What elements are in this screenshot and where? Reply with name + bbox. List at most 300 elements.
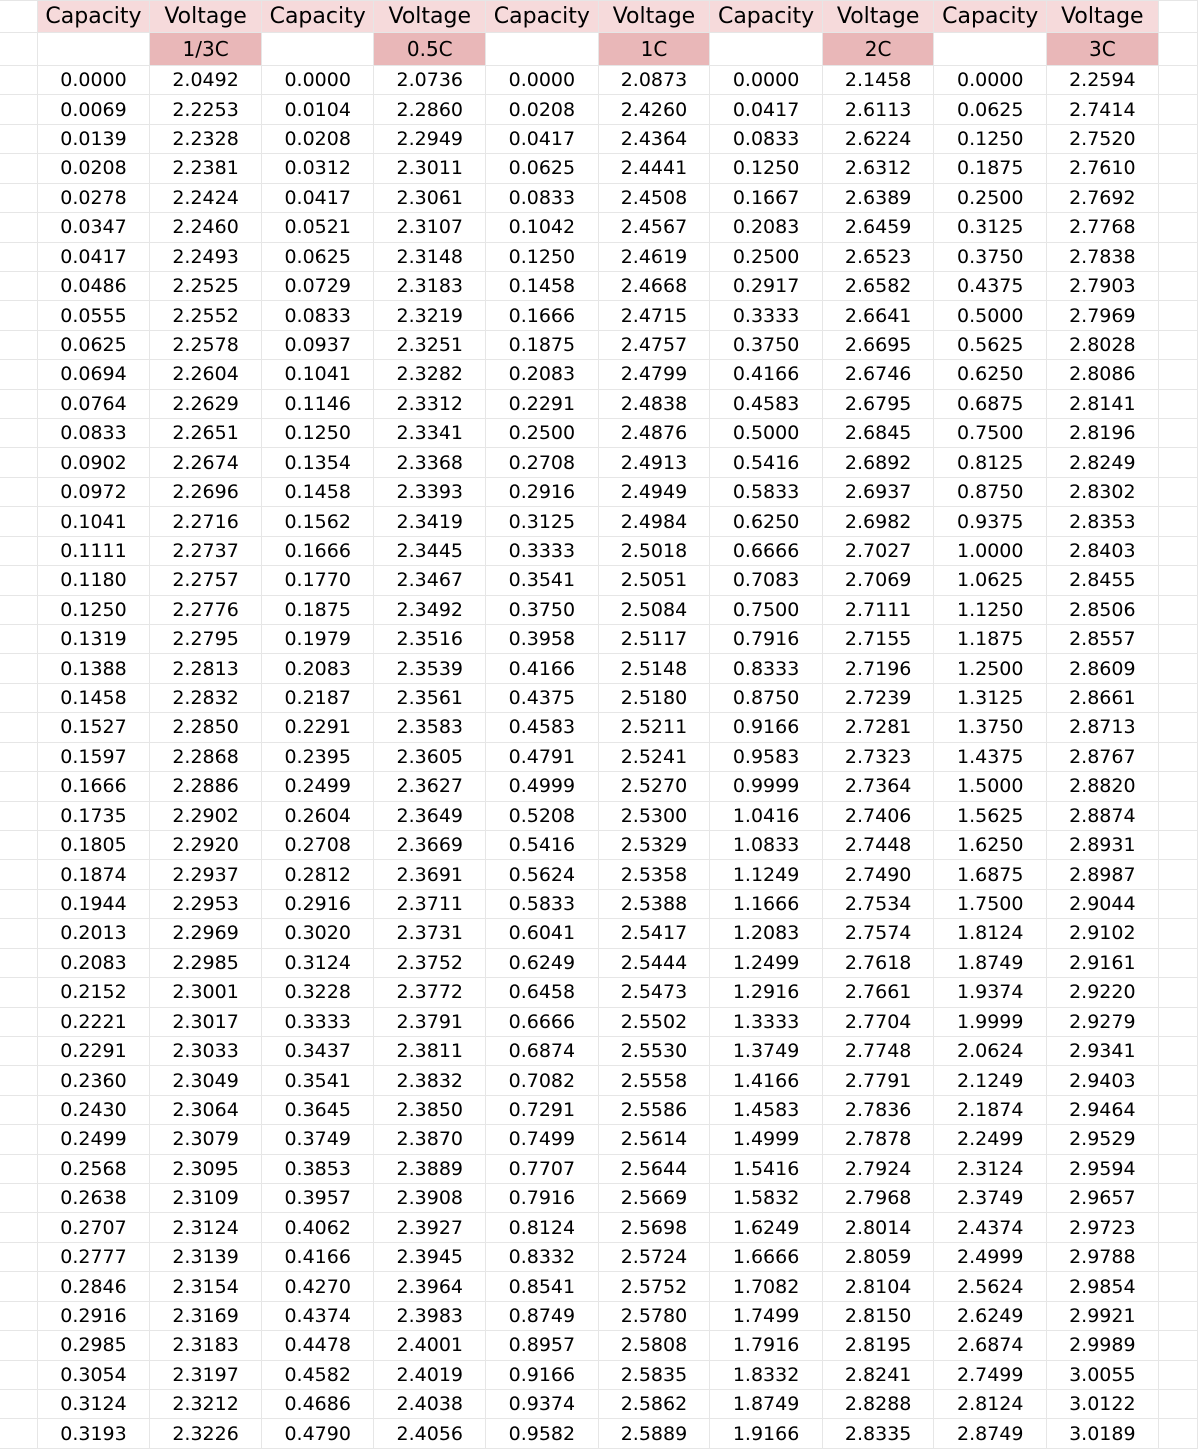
row-gutter-cell[interactable]	[0, 271, 37, 300]
capacity-cell[interactable]: 1.5832	[710, 1184, 823, 1213]
capacity-cell[interactable]: 1.3749	[710, 1036, 823, 1065]
voltage-cell[interactable]: 3.0055	[1047, 1360, 1159, 1389]
voltage-cell[interactable]: 2.7520	[1047, 124, 1159, 153]
row-gutter-cell[interactable]	[0, 477, 37, 506]
capacity-cell[interactable]: 0.2430	[37, 1095, 150, 1124]
voltage-cell[interactable]: 2.4949	[598, 477, 710, 506]
capacity-cell[interactable]: 1.5000	[934, 772, 1047, 801]
capacity-cell[interactable]: 0.2500	[934, 183, 1047, 212]
capacity-cell[interactable]: 0.4478	[261, 1331, 374, 1360]
capacity-cell[interactable]: 0.0278	[37, 183, 150, 212]
capacity-cell[interactable]: 0.3333	[261, 1007, 374, 1036]
voltage-cell[interactable]: 2.8820	[1047, 772, 1159, 801]
empty-cell[interactable]	[1158, 1125, 1197, 1154]
capacity-cell[interactable]: 0.1666	[486, 301, 599, 330]
capacity-cell[interactable]: 0.3437	[261, 1036, 374, 1065]
voltage-cell[interactable]: 2.4056	[374, 1419, 486, 1448]
voltage-cell[interactable]: 2.0492	[150, 66, 262, 95]
capacity-cell[interactable]: 0.1667	[710, 183, 823, 212]
capacity-cell[interactable]: 0.1735	[37, 801, 150, 830]
capacity-cell[interactable]: 0.4166	[486, 654, 599, 683]
voltage-cell[interactable]: 2.4001	[374, 1331, 486, 1360]
voltage-cell[interactable]: 2.5698	[598, 1213, 710, 1242]
capacity-cell[interactable]: 1.5416	[710, 1154, 823, 1183]
capacity-cell[interactable]: 0.2604	[261, 801, 374, 830]
capacity-cell[interactable]: 0.2187	[261, 683, 374, 712]
empty-cell[interactable]	[1158, 948, 1197, 977]
capacity-cell[interactable]: 0.1527	[37, 713, 150, 742]
capacity-cell[interactable]: 0.3853	[261, 1154, 374, 1183]
voltage-cell[interactable]: 2.2795	[150, 625, 262, 654]
empty-cell[interactable]	[1158, 1242, 1197, 1271]
capacity-cell[interactable]: 0.0347	[37, 213, 150, 242]
row-gutter-cell[interactable]	[0, 154, 37, 183]
voltage-cell[interactable]: 2.3772	[374, 978, 486, 1007]
capacity-cell[interactable]: 0.0833	[486, 183, 599, 212]
voltage-cell[interactable]: 2.6523	[822, 242, 934, 271]
voltage-cell[interactable]: 2.2578	[150, 330, 262, 359]
capacity-cell[interactable]: 0.2708	[486, 448, 599, 477]
voltage-cell[interactable]: 2.8767	[1047, 742, 1159, 771]
row-gutter-cell[interactable]	[0, 1125, 37, 1154]
capacity-cell[interactable]: 0.3020	[261, 919, 374, 948]
capacity-cell[interactable]: 0.8332	[486, 1242, 599, 1271]
voltage-cell[interactable]: 3.0122	[1047, 1389, 1159, 1418]
capacity-cell[interactable]: 0.7500	[934, 419, 1047, 448]
capacity-cell[interactable]: 0.0000	[934, 66, 1047, 95]
empty-cell[interactable]	[934, 33, 1047, 66]
capacity-cell[interactable]: 1.6875	[934, 860, 1047, 889]
voltage-cell[interactable]: 2.6312	[822, 154, 934, 183]
capacity-cell[interactable]: 0.4166	[710, 360, 823, 389]
capacity-cell[interactable]: 0.3125	[934, 213, 1047, 242]
voltage-cell[interactable]: 2.7969	[1047, 301, 1159, 330]
capacity-cell[interactable]: 1.2500	[934, 654, 1047, 683]
capacity-cell[interactable]: 0.4582	[261, 1360, 374, 1389]
voltage-cell[interactable]: 2.3107	[374, 213, 486, 242]
voltage-cell[interactable]: 2.2594	[1047, 66, 1159, 95]
voltage-cell[interactable]: 2.2850	[150, 713, 262, 742]
voltage-cell[interactable]: 2.7448	[822, 830, 934, 859]
capacity-cell[interactable]: 0.1250	[261, 419, 374, 448]
capacity-cell[interactable]: 0.0625	[934, 95, 1047, 124]
empty-cell[interactable]	[1158, 1419, 1197, 1448]
voltage-cell[interactable]: 2.9044	[1047, 889, 1159, 918]
row-gutter-cell[interactable]	[0, 507, 37, 536]
voltage-cell[interactable]: 2.3711	[374, 889, 486, 918]
voltage-cell[interactable]: 2.4619	[598, 242, 710, 271]
capacity-cell[interactable]: 0.1944	[37, 889, 150, 918]
voltage-cell[interactable]: 2.4715	[598, 301, 710, 330]
column-header-cell[interactable]: Capacity	[486, 1, 599, 33]
empty-cell[interactable]	[1158, 330, 1197, 359]
capacity-cell[interactable]: 0.9583	[710, 742, 823, 771]
capacity-cell[interactable]: 1.8124	[934, 919, 1047, 948]
capacity-cell[interactable]: 0.2985	[37, 1331, 150, 1360]
capacity-cell[interactable]: 0.8333	[710, 654, 823, 683]
capacity-cell[interactable]: 0.2777	[37, 1242, 150, 1271]
voltage-cell[interactable]: 2.3752	[374, 948, 486, 977]
voltage-cell[interactable]: 2.2868	[150, 742, 262, 771]
empty-cell[interactable]	[1158, 154, 1197, 183]
row-gutter-cell[interactable]	[0, 1007, 37, 1036]
capacity-cell[interactable]: 2.3749	[934, 1184, 1047, 1213]
capacity-cell[interactable]: 0.8541	[486, 1272, 599, 1301]
capacity-cell[interactable]: 0.3750	[934, 242, 1047, 271]
voltage-cell[interactable]: 2.3945	[374, 1242, 486, 1271]
capacity-cell[interactable]: 0.2152	[37, 978, 150, 1007]
voltage-cell[interactable]: 2.8241	[822, 1360, 934, 1389]
empty-cell[interactable]	[1158, 242, 1197, 271]
voltage-cell[interactable]: 2.3169	[150, 1301, 262, 1330]
voltage-cell[interactable]: 2.3011	[374, 154, 486, 183]
capacity-cell[interactable]: 0.8750	[934, 477, 1047, 506]
voltage-cell[interactable]: 2.4038	[374, 1389, 486, 1418]
column-header-cell[interactable]: Capacity	[934, 1, 1047, 33]
capacity-cell[interactable]: 1.1875	[934, 625, 1047, 654]
voltage-cell[interactable]: 2.3139	[150, 1242, 262, 1271]
capacity-cell[interactable]: 1.8332	[710, 1360, 823, 1389]
capacity-cell[interactable]: 0.3750	[710, 330, 823, 359]
voltage-cell[interactable]: 2.7111	[822, 595, 934, 624]
capacity-cell[interactable]: 0.0139	[37, 124, 150, 153]
capacity-cell[interactable]: 1.3333	[710, 1007, 823, 1036]
voltage-cell[interactable]: 2.9921	[1047, 1301, 1159, 1330]
row-gutter-cell[interactable]	[0, 33, 37, 66]
voltage-cell[interactable]: 2.9102	[1047, 919, 1159, 948]
row-gutter-cell[interactable]	[0, 860, 37, 889]
rate-label-cell[interactable]: 3C	[1047, 33, 1159, 66]
voltage-cell[interactable]: 2.7490	[822, 860, 934, 889]
row-gutter-cell[interactable]	[0, 830, 37, 859]
voltage-cell[interactable]: 2.7924	[822, 1154, 934, 1183]
voltage-cell[interactable]: 2.6795	[822, 389, 934, 418]
row-gutter-cell[interactable]	[0, 1419, 37, 1448]
voltage-cell[interactable]: 2.7768	[1047, 213, 1159, 242]
voltage-cell[interactable]: 2.7791	[822, 1066, 934, 1095]
voltage-cell[interactable]: 2.5752	[598, 1272, 710, 1301]
voltage-cell[interactable]: 2.6459	[822, 213, 934, 242]
column-header-cell[interactable]: Capacity	[710, 1, 823, 33]
capacity-cell[interactable]: 1.7499	[710, 1301, 823, 1330]
empty-cell[interactable]	[1158, 301, 1197, 330]
empty-cell[interactable]	[1158, 1184, 1197, 1213]
voltage-cell[interactable]: 2.9788	[1047, 1242, 1159, 1271]
capacity-cell[interactable]: 0.6041	[486, 919, 599, 948]
column-header-cell[interactable]: Capacity	[261, 1, 374, 33]
voltage-cell[interactable]: 2.2552	[150, 301, 262, 330]
row-gutter-cell[interactable]	[0, 242, 37, 271]
voltage-cell[interactable]: 2.3583	[374, 713, 486, 742]
voltage-cell[interactable]: 2.7196	[822, 654, 934, 683]
capacity-cell[interactable]: 0.0000	[486, 66, 599, 95]
capacity-cell[interactable]: 0.0521	[261, 213, 374, 242]
empty-cell[interactable]	[1158, 1066, 1197, 1095]
voltage-cell[interactable]: 2.7838	[1047, 242, 1159, 271]
rate-label-cell[interactable]: 0.5C	[374, 33, 486, 66]
voltage-cell[interactable]: 2.7610	[1047, 154, 1159, 183]
voltage-cell[interactable]: 2.2629	[150, 389, 262, 418]
empty-cell[interactable]	[1158, 1007, 1197, 1036]
voltage-cell[interactable]: 2.5558	[598, 1066, 710, 1095]
capacity-cell[interactable]: 0.0555	[37, 301, 150, 330]
capacity-cell[interactable]: 1.7916	[710, 1331, 823, 1360]
capacity-cell[interactable]: 0.3228	[261, 978, 374, 1007]
empty-cell[interactable]	[1158, 772, 1197, 801]
empty-cell[interactable]	[1158, 919, 1197, 948]
capacity-cell[interactable]: 0.3749	[261, 1125, 374, 1154]
voltage-cell[interactable]: 2.7414	[1047, 95, 1159, 124]
capacity-cell[interactable]: 0.2846	[37, 1272, 150, 1301]
row-gutter-cell[interactable]	[0, 536, 37, 565]
voltage-cell[interactable]: 2.7239	[822, 683, 934, 712]
capacity-cell[interactable]: 0.1354	[261, 448, 374, 477]
voltage-cell[interactable]: 2.3419	[374, 507, 486, 536]
column-header-cell[interactable]: Capacity	[37, 1, 150, 33]
capacity-cell[interactable]: 0.5624	[486, 860, 599, 889]
voltage-cell[interactable]: 2.0736	[374, 66, 486, 95]
capacity-cell[interactable]: 1.0833	[710, 830, 823, 859]
voltage-cell[interactable]: 2.2424	[150, 183, 262, 212]
capacity-cell[interactable]: 2.7499	[934, 1360, 1047, 1389]
row-gutter-cell[interactable]	[0, 801, 37, 830]
voltage-cell[interactable]: 2.5300	[598, 801, 710, 830]
row-gutter-cell[interactable]	[0, 360, 37, 389]
capacity-cell[interactable]: 0.2395	[261, 742, 374, 771]
capacity-cell[interactable]: 0.7916	[486, 1184, 599, 1213]
row-gutter-cell[interactable]	[0, 66, 37, 95]
capacity-cell[interactable]: 1.9999	[934, 1007, 1047, 1036]
voltage-cell[interactable]: 2.6845	[822, 419, 934, 448]
voltage-cell[interactable]: 2.8288	[822, 1389, 934, 1418]
capacity-cell[interactable]: 0.5000	[934, 301, 1047, 330]
voltage-cell[interactable]: 2.9161	[1047, 948, 1159, 977]
voltage-cell[interactable]: 2.5889	[598, 1419, 710, 1448]
capacity-cell[interactable]: 0.2707	[37, 1213, 150, 1242]
capacity-cell[interactable]: 0.8124	[486, 1213, 599, 1242]
capacity-cell[interactable]: 0.2499	[261, 772, 374, 801]
capacity-cell[interactable]: 1.4375	[934, 742, 1047, 771]
empty-cell[interactable]	[1158, 1154, 1197, 1183]
voltage-cell[interactable]: 2.2696	[150, 477, 262, 506]
capacity-cell[interactable]: 0.0104	[261, 95, 374, 124]
voltage-cell[interactable]: 2.7704	[822, 1007, 934, 1036]
column-header-cell[interactable]: Voltage	[598, 1, 710, 33]
voltage-cell[interactable]: 2.2920	[150, 830, 262, 859]
voltage-cell[interactable]: 2.2860	[374, 95, 486, 124]
empty-cell[interactable]	[1158, 1272, 1197, 1301]
capacity-cell[interactable]: 0.1180	[37, 566, 150, 595]
capacity-cell[interactable]: 1.9374	[934, 978, 1047, 1007]
capacity-cell[interactable]: 0.6666	[710, 536, 823, 565]
voltage-cell[interactable]: 2.2253	[150, 95, 262, 124]
row-gutter-cell[interactable]	[0, 978, 37, 1007]
capacity-cell[interactable]: 0.9375	[934, 507, 1047, 536]
voltage-cell[interactable]: 2.6746	[822, 360, 934, 389]
capacity-cell[interactable]: 0.2916	[261, 889, 374, 918]
voltage-cell[interactable]: 2.0873	[598, 66, 710, 95]
voltage-cell[interactable]: 2.3811	[374, 1036, 486, 1065]
empty-cell[interactable]	[1158, 713, 1197, 742]
row-gutter-cell[interactable]	[0, 1066, 37, 1095]
empty-cell[interactable]	[1158, 1036, 1197, 1065]
voltage-cell[interactable]: 2.3079	[150, 1125, 262, 1154]
capacity-cell[interactable]: 0.2083	[486, 360, 599, 389]
voltage-cell[interactable]: 2.2985	[150, 948, 262, 977]
voltage-cell[interactable]: 2.3148	[374, 242, 486, 271]
empty-cell[interactable]	[1158, 801, 1197, 830]
capacity-cell[interactable]: 0.2013	[37, 919, 150, 948]
empty-cell[interactable]	[1158, 448, 1197, 477]
capacity-cell[interactable]: 0.8749	[486, 1301, 599, 1330]
voltage-cell[interactable]: 2.6389	[822, 183, 934, 212]
voltage-cell[interactable]: 2.2381	[150, 154, 262, 183]
capacity-cell[interactable]: 0.0833	[261, 301, 374, 330]
voltage-cell[interactable]: 2.3183	[150, 1331, 262, 1360]
capacity-cell[interactable]: 0.5208	[486, 801, 599, 830]
capacity-cell[interactable]: 0.7916	[710, 625, 823, 654]
capacity-cell[interactable]: 0.1458	[486, 271, 599, 300]
capacity-cell[interactable]: 0.8957	[486, 1331, 599, 1360]
voltage-cell[interactable]: 2.2953	[150, 889, 262, 918]
voltage-cell[interactable]: 2.6113	[822, 95, 934, 124]
row-gutter-cell[interactable]	[0, 919, 37, 948]
voltage-cell[interactable]: 2.4441	[598, 154, 710, 183]
capacity-cell[interactable]: 0.1805	[37, 830, 150, 859]
capacity-cell[interactable]: 0.2291	[261, 713, 374, 742]
voltage-cell[interactable]: 2.5444	[598, 948, 710, 977]
voltage-cell[interactable]: 2.5180	[598, 683, 710, 712]
capacity-cell[interactable]: 0.0486	[37, 271, 150, 300]
rate-label-cell[interactable]: 2C	[822, 33, 934, 66]
capacity-cell[interactable]: 0.2083	[261, 654, 374, 683]
voltage-cell[interactable]: 2.3492	[374, 595, 486, 624]
voltage-cell[interactable]: 2.9464	[1047, 1095, 1159, 1124]
capacity-cell[interactable]: 0.0972	[37, 477, 150, 506]
voltage-cell[interactable]: 2.3605	[374, 742, 486, 771]
voltage-cell[interactable]: 2.3049	[150, 1066, 262, 1095]
capacity-cell[interactable]: 0.0937	[261, 330, 374, 359]
capacity-cell[interactable]: 0.4791	[486, 742, 599, 771]
voltage-cell[interactable]: 2.3467	[374, 566, 486, 595]
voltage-cell[interactable]: 2.3393	[374, 477, 486, 506]
empty-cell[interactable]	[1158, 1331, 1197, 1360]
capacity-cell[interactable]: 2.0624	[934, 1036, 1047, 1065]
voltage-cell[interactable]: 2.7027	[822, 536, 934, 565]
capacity-cell[interactable]: 0.3750	[486, 595, 599, 624]
voltage-cell[interactable]: 2.3064	[150, 1095, 262, 1124]
column-header-cell[interactable]: Voltage	[1047, 1, 1159, 33]
capacity-cell[interactable]: 0.1666	[37, 772, 150, 801]
capacity-cell[interactable]: 0.1666	[261, 536, 374, 565]
capacity-cell[interactable]: 0.0000	[710, 66, 823, 95]
capacity-cell[interactable]: 0.4270	[261, 1272, 374, 1301]
voltage-cell[interactable]: 2.7661	[822, 978, 934, 1007]
empty-cell[interactable]	[1158, 683, 1197, 712]
voltage-cell[interactable]: 2.5644	[598, 1154, 710, 1183]
row-gutter-cell[interactable]	[0, 654, 37, 683]
voltage-cell[interactable]: 2.1458	[822, 66, 934, 95]
voltage-cell[interactable]: 2.7692	[1047, 183, 1159, 212]
capacity-cell[interactable]: 0.6874	[486, 1036, 599, 1065]
voltage-cell[interactable]: 2.9279	[1047, 1007, 1159, 1036]
empty-cell[interactable]	[1158, 595, 1197, 624]
row-gutter-cell[interactable]	[0, 124, 37, 153]
capacity-cell[interactable]: 2.3124	[934, 1154, 1047, 1183]
voltage-cell[interactable]: 2.4364	[598, 124, 710, 153]
voltage-cell[interactable]: 2.8455	[1047, 566, 1159, 595]
capacity-cell[interactable]: 0.0902	[37, 448, 150, 477]
voltage-cell[interactable]: 2.9341	[1047, 1036, 1159, 1065]
voltage-cell[interactable]: 2.3033	[150, 1036, 262, 1065]
capacity-cell[interactable]: 1.5625	[934, 801, 1047, 830]
row-gutter-cell[interactable]	[0, 419, 37, 448]
capacity-cell[interactable]: 0.6250	[710, 507, 823, 536]
empty-cell[interactable]	[1158, 183, 1197, 212]
capacity-cell[interactable]: 0.9582	[486, 1419, 599, 1448]
capacity-cell[interactable]: 0.3124	[261, 948, 374, 977]
empty-cell[interactable]	[1158, 742, 1197, 771]
capacity-cell[interactable]: 1.0416	[710, 801, 823, 830]
empty-cell[interactable]	[1158, 360, 1197, 389]
voltage-cell[interactable]: 2.6982	[822, 507, 934, 536]
empty-cell[interactable]	[1158, 1360, 1197, 1389]
capacity-cell[interactable]: 0.0208	[37, 154, 150, 183]
capacity-cell[interactable]: 0.3541	[261, 1066, 374, 1095]
capacity-cell[interactable]: 0.0694	[37, 360, 150, 389]
voltage-cell[interactable]: 2.2716	[150, 507, 262, 536]
row-gutter-cell[interactable]	[0, 1331, 37, 1360]
row-gutter-cell[interactable]	[0, 301, 37, 330]
row-gutter-cell[interactable]	[0, 1213, 37, 1242]
rate-label-cell[interactable]: 1C	[598, 33, 710, 66]
capacity-cell[interactable]: 0.5833	[710, 477, 823, 506]
voltage-cell[interactable]: 2.3183	[374, 271, 486, 300]
capacity-cell[interactable]: 0.1111	[37, 536, 150, 565]
voltage-cell[interactable]: 2.8987	[1047, 860, 1159, 889]
row-gutter-cell[interactable]	[0, 595, 37, 624]
capacity-cell[interactable]: 0.0417	[486, 124, 599, 153]
voltage-cell[interactable]: 2.3983	[374, 1301, 486, 1330]
capacity-cell[interactable]: 0.5833	[486, 889, 599, 918]
capacity-cell[interactable]: 0.2917	[710, 271, 823, 300]
capacity-cell[interactable]: 0.0208	[261, 124, 374, 153]
capacity-cell[interactable]: 0.6249	[486, 948, 599, 977]
capacity-cell[interactable]: 1.9166	[710, 1419, 823, 1448]
capacity-cell[interactable]: 1.7082	[710, 1272, 823, 1301]
capacity-cell[interactable]: 2.4374	[934, 1213, 1047, 1242]
voltage-cell[interactable]: 2.7903	[1047, 271, 1159, 300]
capacity-cell[interactable]: 0.2291	[486, 389, 599, 418]
row-gutter-cell[interactable]	[0, 1036, 37, 1065]
capacity-cell[interactable]: 0.1041	[37, 507, 150, 536]
voltage-cell[interactable]: 2.2937	[150, 860, 262, 889]
rate-label-cell[interactable]: 1/3C	[150, 33, 262, 66]
voltage-cell[interactable]: 2.7069	[822, 566, 934, 595]
capacity-cell[interactable]: 0.6666	[486, 1007, 599, 1036]
voltage-cell[interactable]: 2.8506	[1047, 595, 1159, 624]
voltage-cell[interactable]: 2.4019	[374, 1360, 486, 1389]
capacity-cell[interactable]: 1.6249	[710, 1213, 823, 1242]
empty-cell[interactable]	[1158, 507, 1197, 536]
capacity-cell[interactable]: 0.0417	[261, 183, 374, 212]
row-gutter-cell[interactable]	[0, 625, 37, 654]
voltage-cell[interactable]: 2.2949	[374, 124, 486, 153]
capacity-cell[interactable]: 0.7291	[486, 1095, 599, 1124]
empty-cell[interactable]	[1158, 978, 1197, 1007]
voltage-cell[interactable]: 2.5270	[598, 772, 710, 801]
empty-cell[interactable]	[1158, 830, 1197, 859]
